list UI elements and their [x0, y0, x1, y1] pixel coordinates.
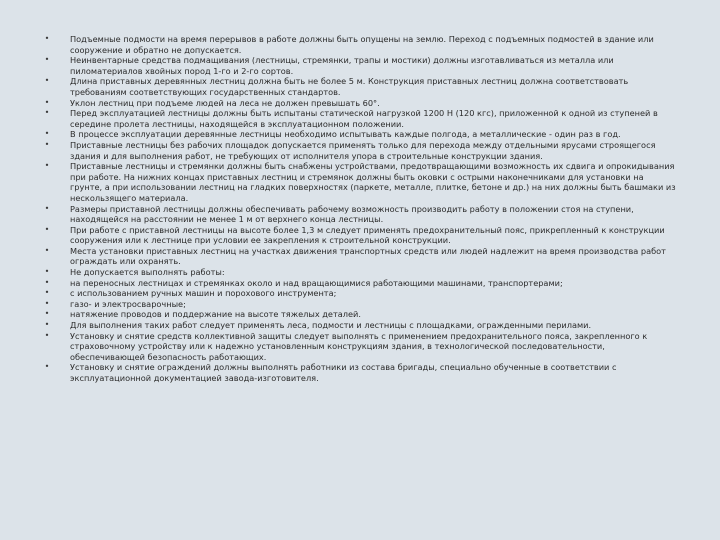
list-item [0, 225, 720, 246]
bullet-icon: • [44, 288, 50, 298]
list-item [0, 246, 720, 267]
bullet-icon: • [44, 34, 50, 43]
list-item [0, 204, 720, 225]
list-item [0, 55, 720, 76]
list-item [0, 362, 720, 383]
bullet-icon: • [44, 309, 50, 319]
bullet-icon: • [44, 55, 50, 65]
list-item-text: Установку и снятие средств коллективной защиты следует выполнять с применением предохранительного пояса, закрепленного к страховочному устройству или к надежно установленным конструкциям здания, в технологической последовательности, обеспечивающей безопасность работающих. [70, 330, 648, 362]
list-item [0, 267, 720, 278]
list-item [0, 288, 720, 299]
list-item [0, 140, 720, 161]
bullet-icon: • [44, 267, 50, 277]
list-item [0, 129, 720, 140]
bullet-icon: • [44, 129, 50, 139]
bullet-icon: • [44, 224, 50, 234]
list-item-text: Уклон лестниц при подъеме людей на леса не должен превышать 60°. [70, 97, 380, 108]
bullet-icon: • [44, 108, 50, 118]
list-item-text: При работе с приставной лестницы на высоте более 1,3 м следует применять предохранительный пояс, прикрепленный к конструкции сооружения или к лестнице при условии ее закрепления к строительной конструкции. [70, 224, 665, 246]
list-item-text: Неинвентарные средства подмащивания (лестницы, стремянки, трапы и мостики) должны изготавливаться из металла или пиломатериалов хвойных пород 1-го и 2-го сортов. [70, 55, 614, 76]
list-item-text: Установку и снятие ограждений должны выполнять работники из состава бригады, специально обученные в соответствии с эксплуатационной документацией завода-изготовителя. [70, 362, 617, 383]
list-item-text: Перед эксплуатацией лестницы должны быть испытаны статической нагрузкой 1200 Н (120 кгс), приложенной к одной из ступеней в середине пролета лестницы, находящейся в эксплуатационном положении. [70, 108, 658, 129]
list-item [0, 331, 720, 363]
list-item-text: Длина приставных деревянных лестниц должна быть не более 5 м. Конструкция приставных лестниц должна соответствовать требованиям соответствующих государственных стандартов. [70, 76, 629, 97]
list-item [0, 309, 720, 320]
list-item-text: Размеры приставной лестницы должны обеспечивать рабочему возможность производить работу в положении стоя на ступени, находящейся на расстоянии не менее 1 м от верхнего конца лестницы. [70, 203, 634, 225]
list-item-text: Не допускается выполнять работы: [70, 267, 225, 278]
bullet-icon: • [44, 298, 50, 308]
list-item-text: Для выполнения таких работ следует применять леса, подмости и лестницы с площадками, огражденными перилами. [70, 320, 592, 331]
list-item-text: натяжение проводов и поддержание на высоте тяжелых деталей. [70, 309, 361, 320]
list-item [0, 278, 720, 289]
list-item [0, 299, 720, 310]
list-item-text: Приставные лестницы и стремянки должны быть снабжены устройствами, предотвращающими возможность их сдвига и опрокидывания при работе. На нижних концах приставных лестниц и стремянок должны быть оковки с острыми наконечниками для установки на грунте, а при использовании лестниц на гладких поверхностях (паркете, металле, плитке, бетоне и др.) на них должны быть башмаки из нескользящего материала. [70, 161, 676, 203]
list-item [0, 108, 720, 129]
list-item [0, 161, 720, 203]
list-item [0, 320, 720, 331]
bullet-icon: • [44, 97, 50, 107]
bullet-icon: • [44, 362, 50, 372]
list-item-text: Места установки приставных лестниц на участках движения транспортных средств или людей надлежит на время производства работ ограждать или охранять. [70, 245, 666, 267]
bullet-icon: • [44, 320, 50, 330]
list-item-text: Подъемные подмости на время перерывов в работе должны быть опущены на землю. Переход с подъемных подмостей в здание или сооружение и обратно не допускается. [70, 34, 654, 55]
list-item-text: на переносных лестницах и стремянках около и над вращающимися работающими машинами, транспортерами; [70, 277, 563, 288]
bullet-icon: • [44, 203, 50, 213]
list-item-text: В процессе эксплуатации деревянные лестницы необходимо испытывать каждые полгода, а металлические - один раз в год. [70, 129, 621, 140]
list-item [0, 34, 720, 55]
bullet-icon: • [44, 76, 50, 86]
bullet-icon: • [44, 245, 50, 255]
bullet-icon: • [44, 277, 50, 287]
list-item [0, 76, 720, 97]
list-item-text: Приставные лестницы без рабочих площадок допускается применять только для перехода между отдельными ярусами строящегося здания и для выполнения работ, не требующих от исполнителя упора в строительные конструкции здания. [70, 139, 656, 161]
list-item-text: с использованием ручных машин и порохового инструмента; [70, 288, 337, 299]
bullet-icon: • [44, 161, 50, 171]
list-item [0, 98, 720, 109]
bullet-icon: • [44, 330, 50, 340]
bullet-list [0, 34, 720, 384]
list-item-text: газо- и электросварочные; [70, 298, 186, 309]
bullet-icon: • [44, 139, 50, 149]
